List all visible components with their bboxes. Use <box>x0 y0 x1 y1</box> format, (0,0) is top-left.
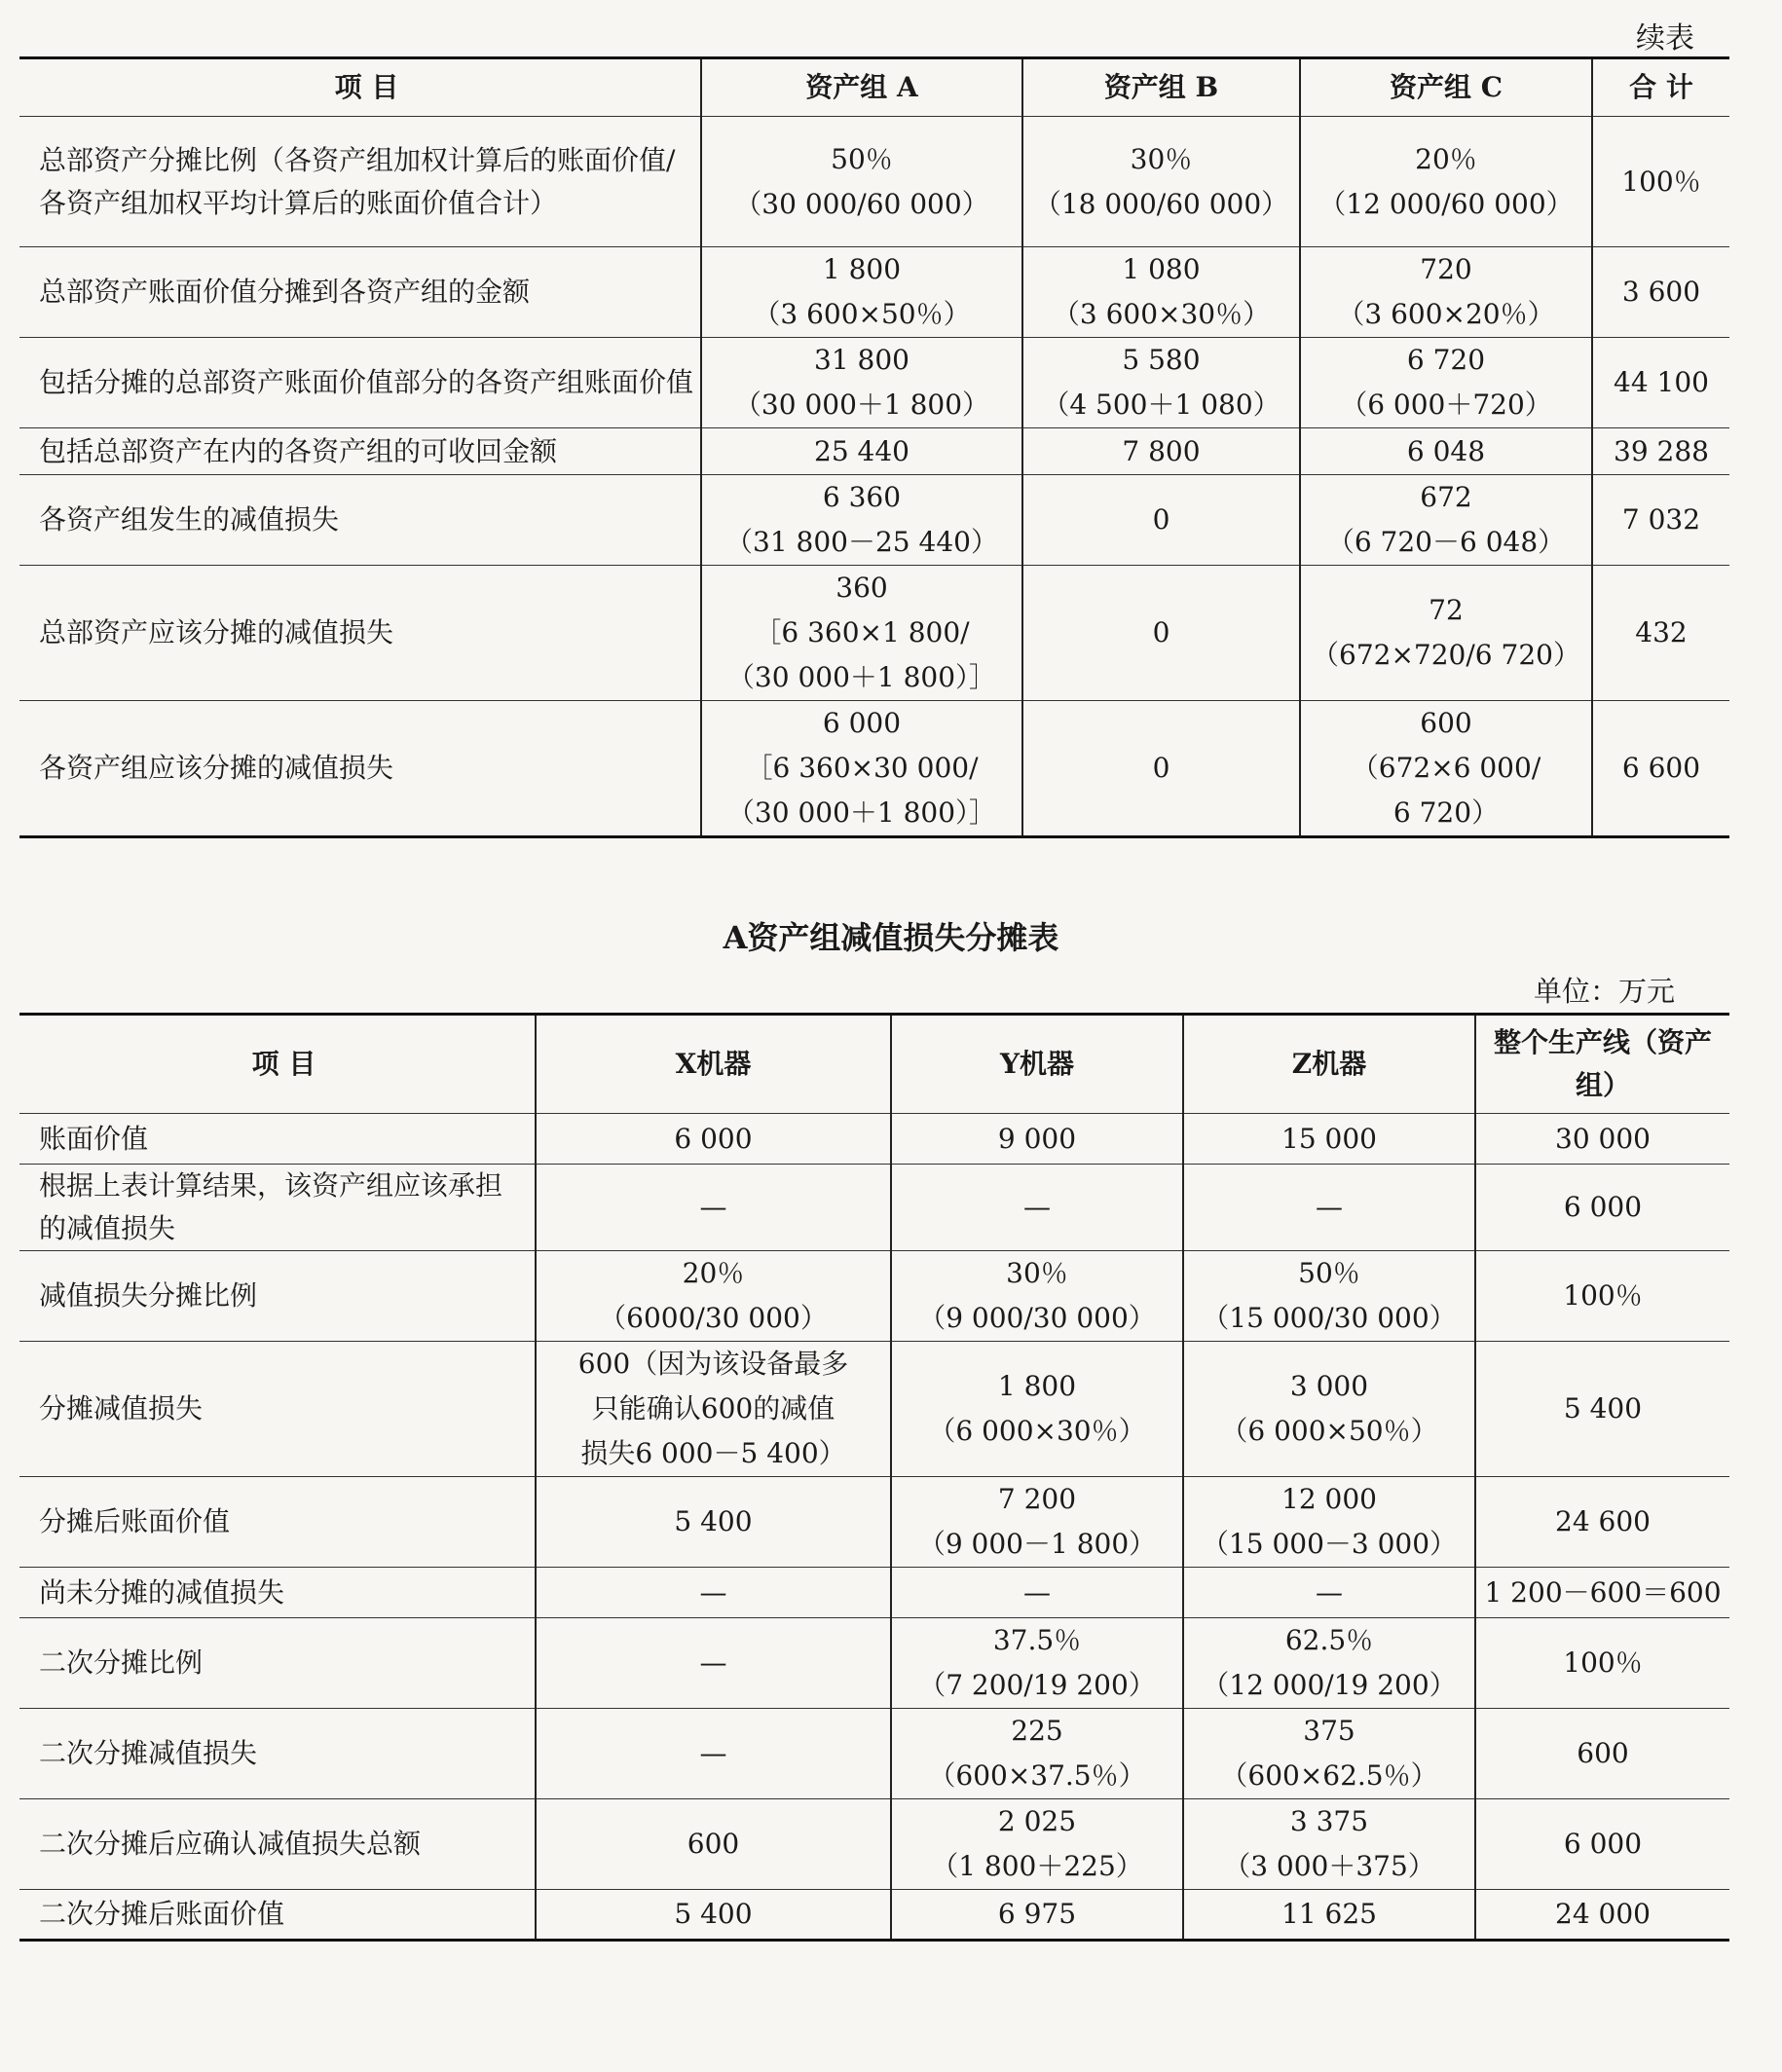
table2-row <box>19 1477 1729 1568</box>
row-item-label: 总部资产分摊比例（各资产组加权计算后的账面价值/各资产组加权平均计算后的账面价值合计） <box>19 117 701 247</box>
cell-y <box>891 1114 1183 1165</box>
cell-total <box>1475 1618 1729 1709</box>
cell-line: 5 580 <box>1122 344 1201 376</box>
cell-y <box>891 1709 1183 1799</box>
cell-line: 3 000 <box>1289 1370 1369 1402</box>
cell-line: （4 500＋1 080） <box>1042 388 1281 421</box>
cell-line: 1 800 <box>997 1370 1077 1402</box>
cell-line: （6 000＋720） <box>1340 388 1552 421</box>
cell-line: 50％ <box>831 142 893 175</box>
cell-line: — <box>1023 1575 1051 1609</box>
cell-line: （3 000＋375） <box>1223 1850 1435 1882</box>
cell-line: 1 080 <box>1122 253 1201 285</box>
row-item-label: 减值损失分摊比例 <box>19 1251 536 1342</box>
cell-line: — <box>699 1646 727 1679</box>
cell-line: 600 <box>1420 707 1472 739</box>
cell-x <box>536 1709 891 1799</box>
cell-line: （1 800＋225） <box>931 1850 1143 1882</box>
row-item-label: 各资产组发生的减值损失 <box>19 475 701 566</box>
table2-header-machine-z: Z机器 <box>1183 1015 1475 1114</box>
cell-a <box>701 566 1022 701</box>
cell-line: （15 000/30 000） <box>1202 1302 1457 1334</box>
row-item-label: 二次分摊后应确认减值损失总额 <box>19 1799 536 1890</box>
row-item-label: 各资产组应该分摊的减值损失 <box>19 701 701 837</box>
cell-line: 只能确认600的减值 <box>591 1392 835 1424</box>
cell-total <box>1592 701 1729 837</box>
table2-header-total: 整个生产线（资产组） <box>1475 1015 1729 1114</box>
cell-line: （31 800－25 440） <box>725 526 998 558</box>
cell-y <box>891 1165 1183 1251</box>
cell-y <box>891 1890 1183 1941</box>
cell-line: 3 600 <box>1621 276 1701 308</box>
cell-line: 50％ <box>1298 1257 1360 1289</box>
cell-total <box>1475 1709 1729 1799</box>
table1-header-total: 合 计 <box>1592 58 1729 117</box>
cell-line: 24 600 <box>1555 1505 1651 1537</box>
cell-line: （9 000/30 000） <box>918 1302 1156 1334</box>
cell-y <box>891 1342 1183 1477</box>
cell-z <box>1183 1114 1475 1165</box>
cell-total <box>1592 117 1729 247</box>
cell-line: （672×6 000/ <box>1351 752 1541 784</box>
cell-line: 672 <box>1420 481 1472 513</box>
row-item-label: 账面价值 <box>19 1114 536 1165</box>
cell-line: 1 200－600＝600 <box>1484 1575 1722 1609</box>
cell-a <box>701 475 1022 566</box>
cell-total <box>1592 428 1729 475</box>
cell-line: （30 000＋1 800）］ <box>726 661 997 693</box>
cell-b <box>1022 338 1300 428</box>
cell-z <box>1183 1251 1475 1342</box>
cell-line: （12 000/19 200） <box>1202 1669 1457 1701</box>
group-a-impairment-table <box>19 1013 1729 1942</box>
cell-c <box>1300 338 1592 428</box>
table2-header-row <box>19 1015 1729 1114</box>
table1-header-group-a: 资产组 A <box>701 58 1022 117</box>
table1-row <box>19 475 1729 566</box>
cell-line: 24 000 <box>1555 1898 1651 1930</box>
table1-header-row <box>19 58 1729 117</box>
cell-line: 72 <box>1429 594 1464 626</box>
cell-line: 600 <box>687 1828 740 1860</box>
cell-line: （18 000/60 000） <box>1033 187 1289 220</box>
headquarters-allocation-table <box>19 56 1729 838</box>
cell-x <box>536 1114 891 1165</box>
cell-line: 432 <box>1635 616 1688 648</box>
table2-row <box>19 1251 1729 1342</box>
table2-row <box>19 1342 1729 1477</box>
cell-line: ［6 360×1 800/ <box>754 616 970 648</box>
cell-line: 360 <box>835 572 888 604</box>
cell-x <box>536 1251 891 1342</box>
cell-z <box>1183 1709 1475 1799</box>
cell-line: （6 720－6 048） <box>1326 526 1566 558</box>
cell-b <box>1022 117 1300 247</box>
row-item-label: 包括总部资产在内的各资产组的可收回金额 <box>19 428 701 475</box>
cell-line: 100％ <box>1621 165 1701 198</box>
cell-line: — <box>1316 1191 1343 1223</box>
row-item-label: 二次分摊比例 <box>19 1618 536 1709</box>
table2-row <box>19 1890 1729 1941</box>
cell-line: 6 000 <box>1563 1191 1643 1223</box>
cell-line: 25 440 <box>814 434 910 467</box>
cell-b <box>1022 475 1300 566</box>
cell-line: 0 <box>1152 616 1170 648</box>
cell-line: 2 025 <box>997 1805 1077 1837</box>
cell-b <box>1022 566 1300 701</box>
cell-z <box>1183 1342 1475 1477</box>
cell-total <box>1592 338 1729 428</box>
row-item-label: 二次分摊减值损失 <box>19 1709 536 1799</box>
cell-total <box>1592 247 1729 338</box>
cell-a <box>701 338 1022 428</box>
cell-c <box>1300 428 1592 475</box>
cell-line: （3 600×30％） <box>1052 298 1271 330</box>
cell-line: （3 600×50％） <box>753 298 971 330</box>
cell-x <box>536 1165 891 1251</box>
cell-line: 6 975 <box>997 1898 1077 1930</box>
cell-line: 6 000 <box>674 1122 753 1155</box>
cell-line: 44 100 <box>1614 366 1709 398</box>
cell-line: — <box>699 1737 727 1769</box>
cell-z <box>1183 1618 1475 1709</box>
cell-line: 6 000 <box>822 707 902 739</box>
cell-line: 1 800 <box>822 253 902 285</box>
table1-row <box>19 566 1729 701</box>
cell-line: （6 000×50％） <box>1220 1415 1438 1447</box>
cell-c <box>1300 475 1592 566</box>
cell-line: 0 <box>1152 752 1170 784</box>
cell-line: 30％ <box>1006 1257 1068 1289</box>
table1-header-group-c: 资产组 C <box>1300 58 1592 117</box>
cell-line: 6 048 <box>1406 434 1486 467</box>
cell-line: 39 288 <box>1614 434 1709 467</box>
cell-line: — <box>699 1191 727 1223</box>
cell-y <box>891 1251 1183 1342</box>
cell-line: — <box>699 1575 727 1609</box>
cell-line: 600 <box>1577 1737 1629 1769</box>
table2-header-item: 项 目 <box>19 1015 536 1114</box>
cell-line: （12 000/60 000） <box>1318 187 1574 220</box>
cell-y <box>891 1568 1183 1618</box>
cell-b <box>1022 247 1300 338</box>
cell-total <box>1475 1251 1729 1342</box>
cell-line: （600×37.5％） <box>928 1759 1146 1792</box>
cell-line: （6000/30 000） <box>599 1302 828 1334</box>
table1-row <box>19 247 1729 338</box>
cell-line: （3 600×20％） <box>1337 298 1555 330</box>
cell-c <box>1300 247 1592 338</box>
cell-line: 7 800 <box>1122 434 1201 467</box>
cell-b <box>1022 428 1300 475</box>
row-item-label: 分摊后账面价值 <box>19 1477 536 1568</box>
table2-unit: 单位：万元 <box>1534 975 1676 1008</box>
cell-a <box>701 117 1022 247</box>
cell-line: 100％ <box>1563 1646 1643 1679</box>
cell-line: （672×720/6 720） <box>1312 639 1580 671</box>
cell-line: 600（因为该设备最多 <box>577 1348 849 1380</box>
cell-x <box>536 1477 891 1568</box>
cell-line: 720 <box>1420 253 1472 285</box>
row-item-label: 总部资产账面价值分摊到各资产组的金额 <box>19 247 701 338</box>
cell-y <box>891 1477 1183 1568</box>
row-item-label: 包括分摊的总部资产账面价值部分的各资产组账面价值 <box>19 338 701 428</box>
cell-line: 30 000 <box>1555 1122 1651 1155</box>
cell-line: （9 000－1 800） <box>917 1528 1157 1560</box>
cell-x <box>536 1618 891 1709</box>
cell-c <box>1300 701 1592 837</box>
cell-line: 3 375 <box>1289 1805 1369 1837</box>
table1-row <box>19 117 1729 247</box>
cell-line: 7 032 <box>1621 503 1701 536</box>
cell-line: （30 000＋1 800） <box>733 388 990 421</box>
table1-header-group-b: 资产组 B <box>1022 58 1300 117</box>
cell-c <box>1300 566 1592 701</box>
cell-line: 5 400 <box>674 1898 753 1930</box>
cell-z <box>1183 1568 1475 1618</box>
cell-total <box>1475 1342 1729 1477</box>
cell-line: （30 000＋1 800）］ <box>726 796 997 829</box>
cell-line: 9 000 <box>997 1122 1077 1155</box>
table2-row <box>19 1618 1729 1709</box>
cell-line: （600×62.5％） <box>1220 1759 1438 1792</box>
cell-z <box>1183 1477 1475 1568</box>
table2-row <box>19 1165 1729 1251</box>
cell-line: 6 720 <box>1406 344 1486 376</box>
cell-line: 6 000 <box>1563 1828 1643 1860</box>
cell-z <box>1183 1799 1475 1890</box>
table1-header-item: 项 目 <box>19 58 701 117</box>
continued-label: 续表 <box>1636 21 1694 56</box>
table1-row <box>19 428 1729 475</box>
cell-line: 31 800 <box>814 344 910 376</box>
cell-y <box>891 1799 1183 1890</box>
cell-line: 5 400 <box>674 1505 753 1537</box>
table1-row <box>19 701 1729 837</box>
cell-line: 20％ <box>682 1257 745 1289</box>
cell-total <box>1475 1799 1729 1890</box>
cell-line: 30％ <box>1130 142 1193 175</box>
cell-line: （15 000－3 000） <box>1201 1528 1458 1560</box>
cell-line: ［6 360×30 000/ <box>745 752 979 784</box>
table2-header-machine-x: X机器 <box>536 1015 891 1114</box>
table2-title: A资产组减值损失分摊表 <box>723 919 1059 956</box>
cell-total <box>1475 1165 1729 1251</box>
cell-total <box>1592 475 1729 566</box>
table2-row <box>19 1799 1729 1890</box>
cell-line: 7 200 <box>997 1483 1077 1515</box>
cell-line: 0 <box>1152 503 1170 536</box>
cell-b <box>1022 701 1300 837</box>
table2-header-machine-y: Y机器 <box>891 1015 1183 1114</box>
cell-line: 12 000 <box>1281 1483 1377 1515</box>
cell-line: （30 000/60 000） <box>734 187 989 220</box>
cell-line: 5 400 <box>1563 1392 1643 1424</box>
cell-a <box>701 701 1022 837</box>
row-item-label: 总部资产应该分摊的减值损失 <box>19 566 701 701</box>
cell-line: 37.5％ <box>992 1624 1082 1656</box>
cell-line: — <box>1023 1191 1051 1223</box>
row-item-label: 分摊减值损失 <box>19 1342 536 1477</box>
cell-total <box>1475 1890 1729 1941</box>
table2-row <box>19 1568 1729 1618</box>
cell-line: （6 000×30％） <box>928 1415 1146 1447</box>
cell-line: 15 000 <box>1281 1122 1377 1155</box>
cell-line: （7 200/19 200） <box>918 1669 1156 1701</box>
cell-x <box>536 1799 891 1890</box>
table1-row <box>19 338 1729 428</box>
cell-total <box>1475 1568 1729 1618</box>
row-item-label: 根据上表计算结果，该资产组应该承担的减值损失 <box>19 1165 536 1251</box>
cell-total <box>1475 1114 1729 1165</box>
cell-line: 100％ <box>1563 1279 1643 1312</box>
table2-row <box>19 1709 1729 1799</box>
cell-c <box>1300 117 1592 247</box>
cell-line: 损失6 000－5 400） <box>580 1437 846 1469</box>
cell-line: 62.5％ <box>1284 1624 1374 1656</box>
cell-a <box>701 428 1022 475</box>
cell-line: 6 360 <box>822 481 902 513</box>
cell-line: 6 600 <box>1621 752 1701 784</box>
cell-z <box>1183 1890 1475 1941</box>
table2-row <box>19 1114 1729 1165</box>
cell-line: — <box>1316 1575 1343 1609</box>
row-item-label: 二次分摊后账面价值 <box>19 1890 536 1941</box>
cell-line: 11 625 <box>1281 1898 1377 1930</box>
cell-x <box>536 1890 891 1941</box>
cell-line: 6 720） <box>1392 796 1500 829</box>
cell-z <box>1183 1165 1475 1251</box>
row-item-label: 尚未分摊的减值损失 <box>19 1568 536 1618</box>
cell-x <box>536 1342 891 1477</box>
cell-total <box>1475 1477 1729 1568</box>
cell-y <box>891 1618 1183 1709</box>
cell-x <box>536 1568 891 1618</box>
cell-line: 20％ <box>1415 142 1477 175</box>
cell-total <box>1592 566 1729 701</box>
cell-line: 375 <box>1303 1715 1355 1747</box>
cell-line: 225 <box>1011 1715 1063 1747</box>
cell-a <box>701 247 1022 338</box>
